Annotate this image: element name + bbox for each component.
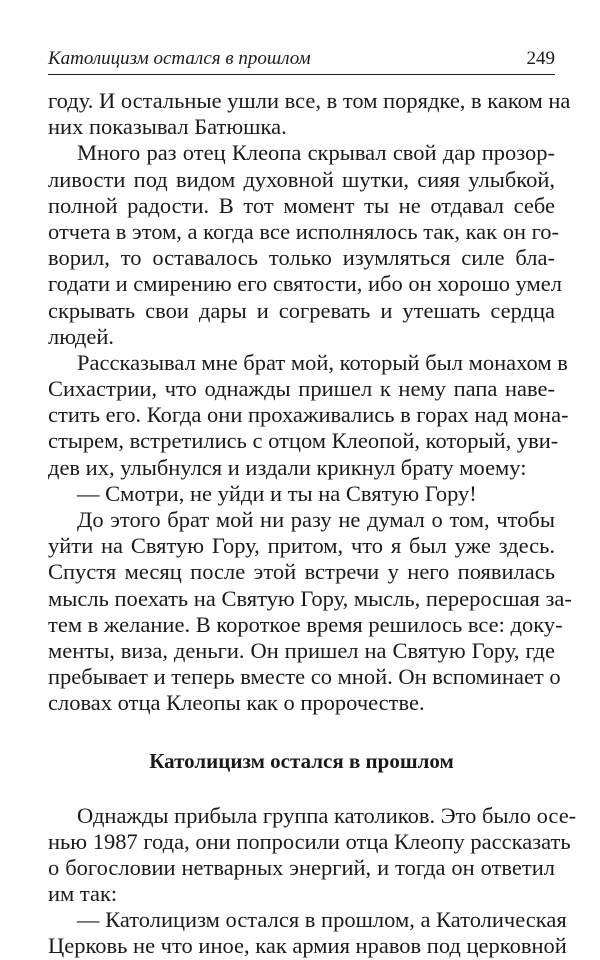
text-line: менты, виза, деньги. Он пришел на Святую Гору, где [48,637,555,663]
text-block-1 [48,88,572,717]
running-title: Католицизм остался в прошлом [48,48,311,69]
text-line: уйти на Святую Гору, притом, что я был уже здесь. [48,533,555,559]
text-line: ворил, то оставалось только изумляться силе бла- [48,245,555,271]
text-line: стырем, встретились с отцом Клеопой, который, уви- [48,428,559,454]
text-line: пребывает и теперь вместе со мной. Он вспоминает о [48,664,561,690]
text-line: скрывать свои дары и согревать и утешать сердца [48,297,555,323]
text-line: тем в желание. В короткое время решилось все: доку- [48,611,563,637]
text-line: им так: [48,881,118,907]
text-line: Однажды прибыла группа католиков. Это было осе- [77,802,577,828]
text-line: о богословии нетварных энергий, и тогда он ответил [48,854,555,880]
text-line: — Смотри, не уйди и ты на Святую Гору! [77,480,477,506]
page-number: 249 [526,48,555,69]
text-line: Церковь не что иное, как армия нравов под церковной [48,933,567,959]
text-line: нью 1987 года, они попросили отца Клеопу рассказать [48,828,571,854]
text-line: людей. [48,323,114,349]
text-line: полной радости. В тот момент ты не отдавал себе [48,192,555,218]
text-line: — Католицизм остался в прошлом, а Католическая [77,907,567,933]
text-line: мысль поехать на Святую Гору, мысль, переросшая за- [48,585,572,611]
text-line: Спустя месяц после этой встречи у него появилась [48,559,555,585]
text-line: ливости под видом духовной шутки, сияя улыбкой, [48,166,555,192]
text-line: Рассказывал мне брат мой, который был монахом в [77,349,568,375]
text-line: Много раз отец Клеопа скрывал свой дар прозор- [77,140,555,166]
text-line: словах отца Клеопы как о пророчестве. [48,690,425,716]
page-body [48,88,577,960]
text-line: стить его. Когда они прохаживались в горах над мона- [48,402,569,428]
running-head [48,46,555,75]
text-line: Сихастрии, что однажды пришел к нему папа наве- [48,376,555,402]
text-line: годати и смирению его святости, ибо он хорошо умел [48,271,562,297]
text-line: дев их, улыбнулся и издали крикнул брату моему: [48,454,527,480]
text-line: До этого брат мой ни разу не думал о том, чтобы [77,507,555,532]
section-title: Католицизм остался в прошлом [149,748,454,773]
text-block-2 [48,802,577,960]
text-line: них показывал Батюшка. [48,114,287,140]
text-line: году. И остальные ушли все, в том порядке, в каком на [48,88,571,113]
text-line: отчета в этом, а когда все исполнялось так, как он го- [48,218,560,244]
